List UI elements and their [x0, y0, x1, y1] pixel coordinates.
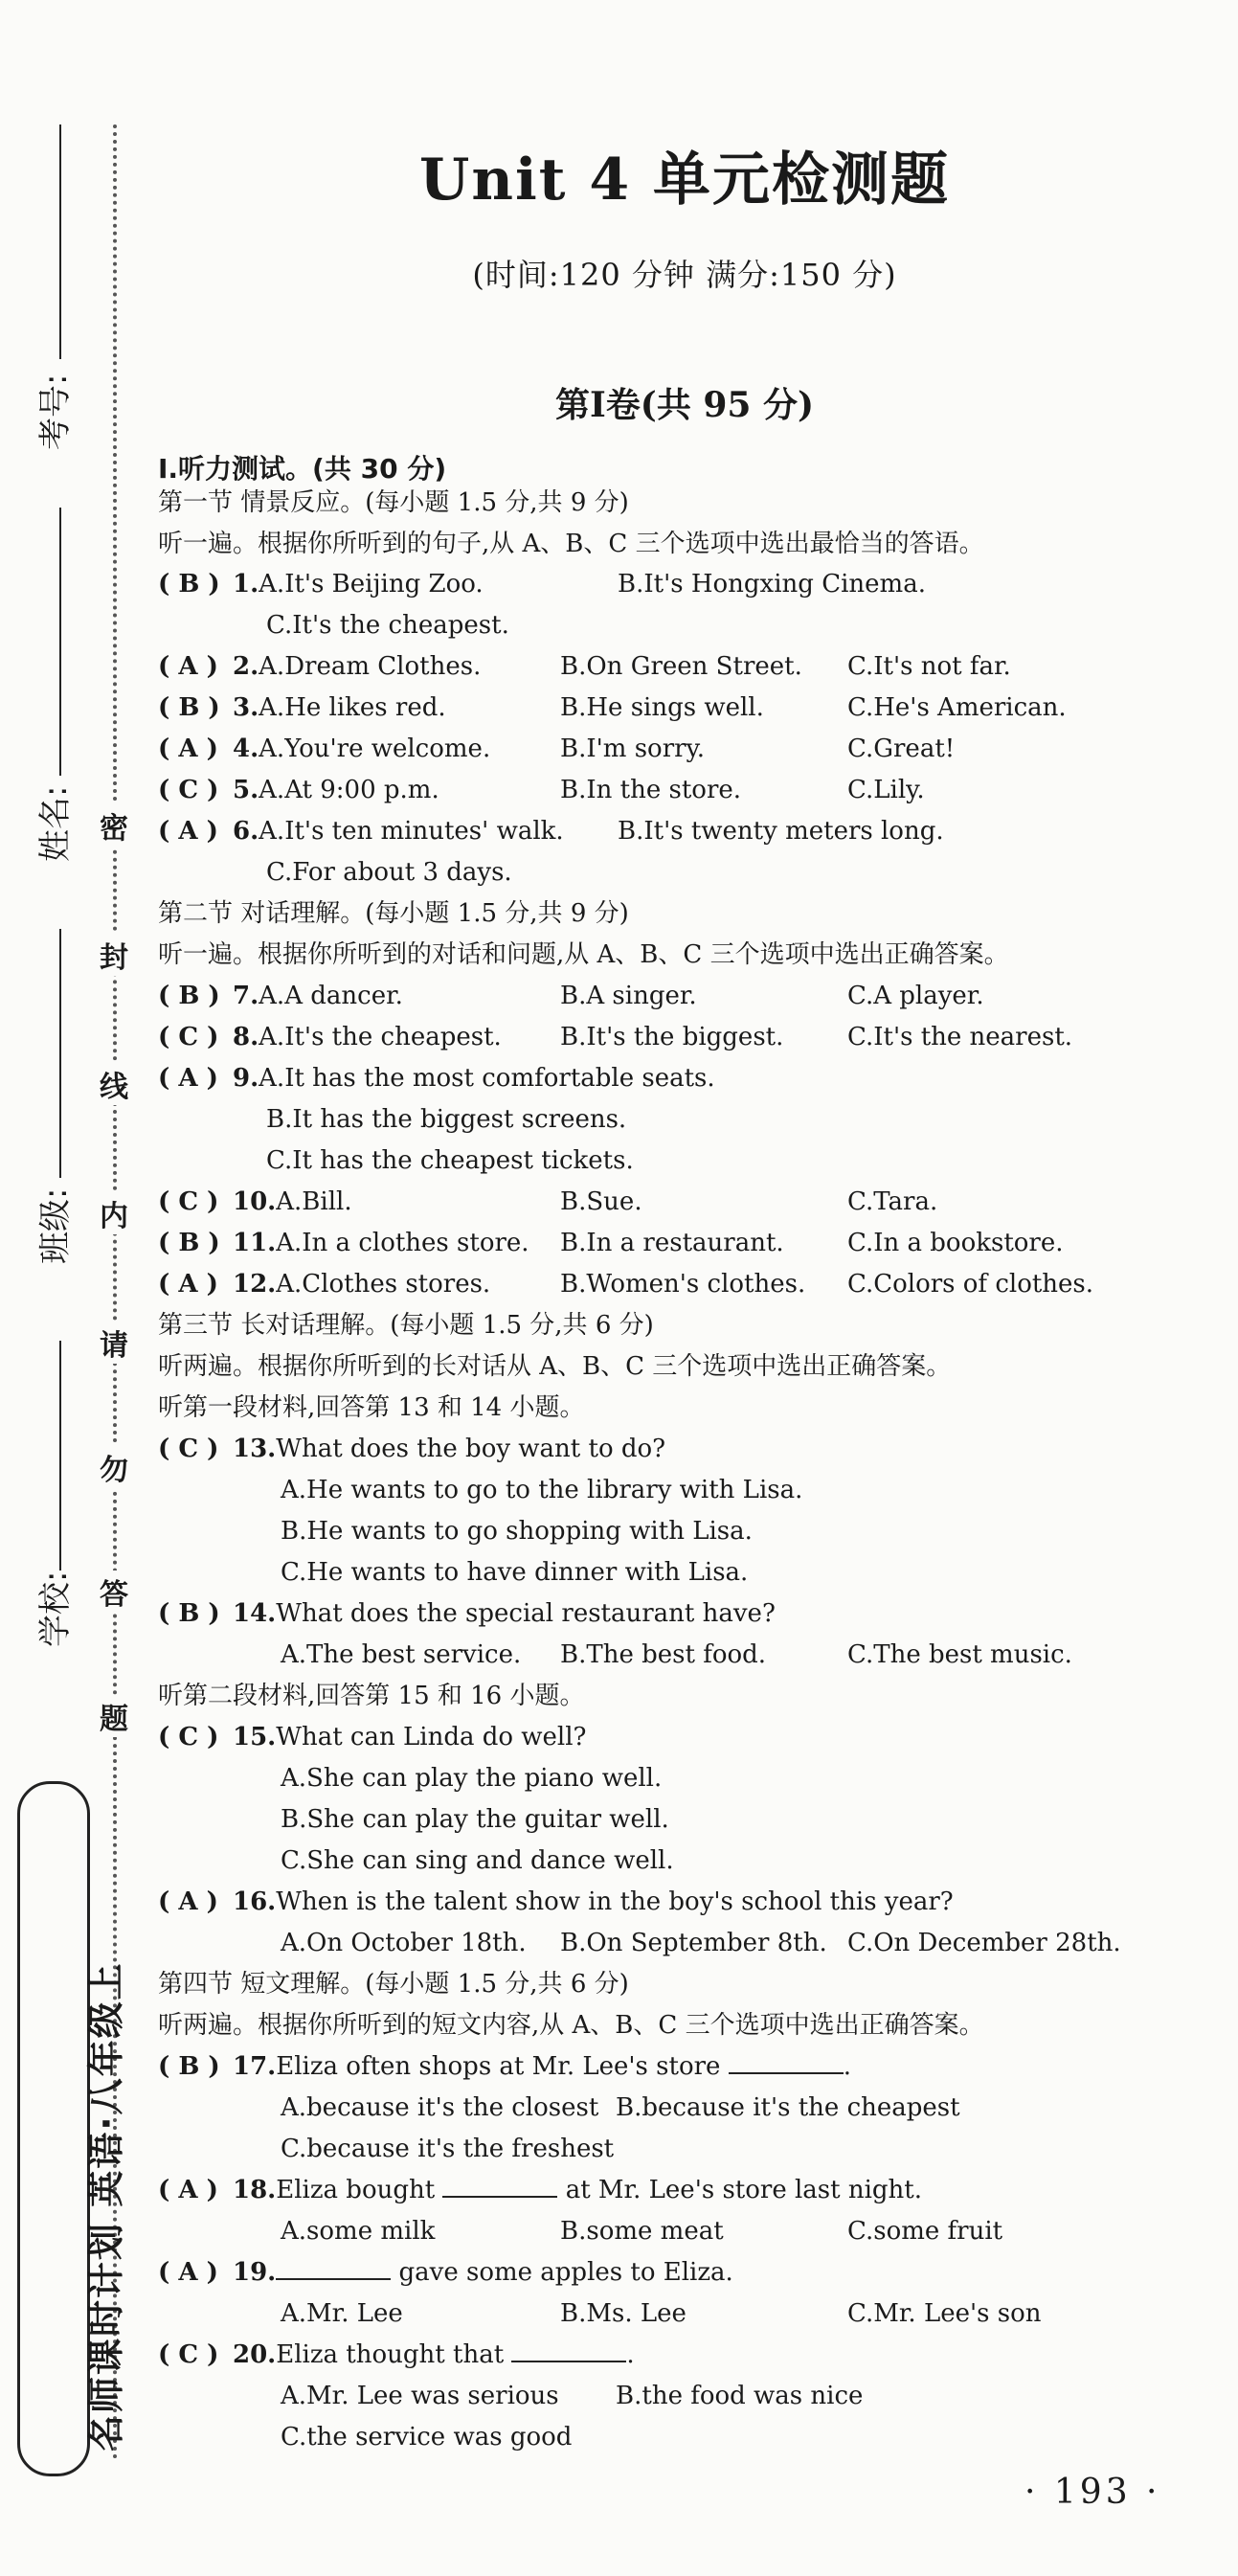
question-number: 20.: [233, 2340, 277, 2369]
answer-mark: ( A ): [158, 817, 218, 846]
question-stem-end: at Mr. Lee's store last night.: [565, 2176, 923, 2204]
question-number: 18.: [233, 2176, 277, 2204]
option-b: B.Women's clothes.: [560, 1270, 806, 1299]
question-stem: What does the boy want to do?: [276, 1435, 666, 1463]
section-heading: 第四节 短文理解。(每小题 1.5 分,共 6 分): [158, 1970, 629, 1999]
binding-margin: [0, 0, 144, 2576]
answer-mark: ( B ): [158, 2052, 220, 2081]
option-c: C.In a bookstore.: [847, 1229, 1064, 1257]
option-c: C.because it's the freshest: [281, 2135, 615, 2163]
option-a: A.At 9:00 p.m.: [259, 776, 439, 804]
question-stem: gave some apples to Eliza.: [398, 2258, 733, 2287]
answer-mark: ( A ): [158, 2176, 218, 2204]
section-heading: 第三节 长对话理解。(每小题 1.5 分,共 6 分): [158, 1311, 654, 1340]
option-b: B.On September 8th.: [560, 1929, 827, 1957]
material-instruction: 听第二段材料,回答第 15 和 16 小题。: [158, 1682, 585, 1710]
answer-mark: ( C ): [158, 776, 219, 804]
option-c: C.It has the cheapest tickets.: [266, 1146, 634, 1175]
question-number: 9.: [233, 1064, 259, 1093]
question-number: 7.: [233, 982, 259, 1010]
option-b: B.It's Hongxing Cinema.: [618, 570, 926, 599]
answer-mark: ( C ): [158, 1023, 219, 1051]
answer-mark: ( A ): [158, 734, 218, 763]
answer-mark: ( C ): [158, 2340, 219, 2369]
option-c: C.On December 28th.: [847, 1929, 1121, 1957]
section-instruction: 听一遍。根据你所听到的句子,从 A、B、C 三个选项中选出最恰当的答语。: [158, 530, 984, 558]
option-a: A.It has the most comfortable seats.: [259, 1064, 715, 1093]
answer-mark: ( B ): [158, 570, 220, 599]
seal-char: 答: [99, 1570, 129, 1613]
option-c: C.A player.: [847, 982, 984, 1010]
option-b: B.It's twenty meters long.: [618, 817, 944, 846]
section-instruction: 听两遍。根据你所听到的短文内容,从 A、B、C 三个选项中选出正确答案。: [158, 2011, 984, 2040]
option-a: A.It's the cheapest.: [259, 1023, 502, 1051]
option-c: C.Lily.: [847, 776, 925, 804]
option-b: B.Sue.: [560, 1187, 642, 1216]
class-field[interactable]: [59, 929, 61, 1178]
question-number: 19.: [233, 2258, 277, 2287]
answer-mark: ( C ): [158, 1723, 219, 1751]
option-a: A.It's Beijing Zoo.: [259, 570, 484, 599]
seal-char: 内: [99, 1192, 129, 1234]
question-stem: What does the special restaurant have?: [276, 1599, 776, 1628]
answer-blank[interactable]: [729, 2047, 844, 2074]
answer-mark: ( C ): [158, 1435, 219, 1463]
option-b: B.He sings well.: [560, 693, 764, 722]
option-b: B.The best food.: [560, 1640, 767, 1669]
option-a: A.because it's the closest: [281, 2093, 599, 2122]
answer-mark: ( B ): [158, 693, 220, 722]
answer-mark: ( A ): [158, 652, 218, 681]
section-title: 第Ⅰ卷(共 95 分): [554, 385, 815, 425]
answer-mark: ( A ): [158, 1887, 218, 1916]
question-number: 14.: [233, 1599, 277, 1628]
question-stem: What can Linda do well?: [276, 1723, 587, 1751]
option-a: A.You're welcome.: [259, 734, 491, 763]
answer-mark: ( C ): [158, 1187, 219, 1216]
seal-char: 封: [99, 934, 129, 976]
option-c: C.He wants to have dinner with Lisa.: [281, 1558, 749, 1587]
page-title: Unit 4 单元检测题: [419, 147, 950, 214]
question-number: 13.: [233, 1435, 277, 1463]
option-c: C.The best music.: [847, 1640, 1072, 1669]
question-number: 5.: [233, 776, 259, 804]
option-c: C.It's the nearest.: [847, 1023, 1073, 1051]
question-number: 11.: [233, 1229, 277, 1257]
option-a: A.Mr. Lee: [281, 2299, 403, 2328]
option-b: B.She can play the guitar well.: [281, 1805, 669, 1834]
option-a: A.A dancer.: [259, 982, 403, 1010]
option-b: B.some meat: [560, 2217, 724, 2246]
option-b: B.I'm sorry.: [560, 734, 706, 763]
question-stem: Eliza often shops at Mr. Lee's store: [276, 2052, 721, 2081]
section-instruction: 听两遍。根据你所听到的长对话从 A、B、C 三个选项中选出正确答案。: [158, 1352, 952, 1381]
option-b: B.He wants to go shopping with Lisa.: [281, 1517, 753, 1546]
option-a: A.It's ten minutes' walk.: [259, 817, 564, 846]
option-a: A.Clothes stores.: [276, 1270, 491, 1299]
seal-char: 请: [99, 1322, 129, 1364]
option-c: C.For about 3 days.: [266, 858, 512, 887]
option-c: C.He's American.: [847, 693, 1067, 722]
question-stem: Eliza thought that: [276, 2340, 505, 2369]
section-instruction: 听一遍。根据你所听到的对话和问题,从 A、B、C 三个选项中选出正确答案。: [158, 940, 1009, 969]
option-c: C.some fruit: [847, 2217, 1003, 2246]
question-number: 6.: [233, 817, 259, 846]
question-number: 10.: [233, 1187, 277, 1216]
exam-number-field[interactable]: [59, 124, 61, 359]
brand-logo: 名师课时计划 英语·八年级上: [85, 1961, 127, 2452]
answer-blank[interactable]: [276, 2253, 391, 2280]
seal-char: 题: [99, 1695, 129, 1737]
answer-mark: ( A ): [158, 2258, 218, 2287]
question-number: 12.: [233, 1270, 277, 1299]
question-stem: Eliza bought: [276, 2176, 436, 2204]
answer-mark: ( A ): [158, 1270, 218, 1299]
option-c: C.Great!: [847, 734, 956, 763]
exam-meta: (时间:120 分钟 满分:150 分): [472, 257, 897, 293]
option-a: A.She can play the piano well.: [281, 1764, 663, 1793]
option-a: A.He likes red.: [259, 693, 446, 722]
option-b: B.In a restaurant.: [560, 1229, 784, 1257]
question-number: 3.: [233, 693, 259, 722]
option-b: B.because it's the cheapest: [616, 2093, 960, 2122]
class-label: 班级:: [36, 1187, 75, 1264]
option-b: B.Ms. Lee: [560, 2299, 687, 2328]
question-number: 1.: [233, 570, 259, 599]
option-c: C.It's not far.: [847, 652, 1011, 681]
question-number: 16.: [233, 1887, 277, 1916]
option-b: B.In the store.: [560, 776, 742, 804]
material-instruction: 听第一段材料,回答第 13 和 14 小题。: [158, 1393, 585, 1422]
option-c: C.Mr. Lee's son: [847, 2299, 1042, 2328]
option-a: A.Dream Clothes.: [259, 652, 482, 681]
school-label: 学校:: [36, 1570, 75, 1647]
option-a: A.Mr. Lee was serious: [281, 2382, 559, 2410]
name-label: 姓名:: [36, 785, 75, 862]
option-c: C.Tara.: [847, 1187, 938, 1216]
section-heading: 第二节 对话理解。(每小题 1.5 分,共 9 分): [158, 899, 629, 928]
question-number: 4.: [233, 734, 259, 763]
option-b: B.A singer.: [560, 982, 697, 1010]
exam-number-label: 考号:: [36, 373, 75, 450]
question-number: 8.: [233, 1023, 259, 1051]
answer-mark: ( A ): [158, 1064, 218, 1093]
option-b: B.the food was nice: [616, 2382, 864, 2410]
option-a: A.On October 18th.: [281, 1929, 527, 1957]
school-field[interactable]: [59, 1341, 61, 1570]
option-a: A.some milk: [281, 2217, 436, 2246]
question-number: 15.: [233, 1723, 277, 1751]
question-number: 17.: [233, 2052, 277, 2081]
part-title: Ⅰ.听力测试。(共 30 分): [158, 453, 447, 485]
answer-mark: ( B ): [158, 982, 220, 1010]
option-b: B.It has the biggest screens.: [266, 1105, 627, 1134]
option-b: B.It's the biggest.: [560, 1023, 784, 1051]
seal-char: 密: [99, 804, 129, 847]
option-b: B.On Green Street.: [560, 652, 802, 681]
option-a: A.Bill.: [276, 1187, 352, 1216]
option-a: A.The best service.: [281, 1640, 522, 1669]
answer-blank[interactable]: [442, 2171, 557, 2198]
question-stem: When is the talent show in the boy's school this year?: [276, 1887, 954, 1916]
option-c: C.It's the cheapest.: [266, 611, 509, 640]
page-number: · 193 ·: [1024, 2473, 1161, 2512]
option-a: A.In a clothes store.: [276, 1229, 529, 1257]
seal-char: 线: [99, 1063, 129, 1105]
answer-mark: ( B ): [158, 1229, 220, 1257]
option-c: C.Colors of clothes.: [847, 1270, 1094, 1299]
option-c: C.the service was good: [281, 2423, 573, 2452]
answer-blank[interactable]: [511, 2336, 626, 2362]
option-c: C.She can sing and dance well.: [281, 1846, 674, 1875]
question-number: 2.: [233, 652, 259, 681]
answer-mark: ( B ): [158, 1599, 220, 1628]
seal-char: 勿: [99, 1446, 129, 1488]
section-heading: 第一节 情景反应。(每小题 1.5 分,共 9 分): [158, 488, 629, 517]
name-field[interactable]: [59, 508, 61, 776]
option-a: A.He wants to go to the library with Lisa.: [281, 1476, 803, 1504]
